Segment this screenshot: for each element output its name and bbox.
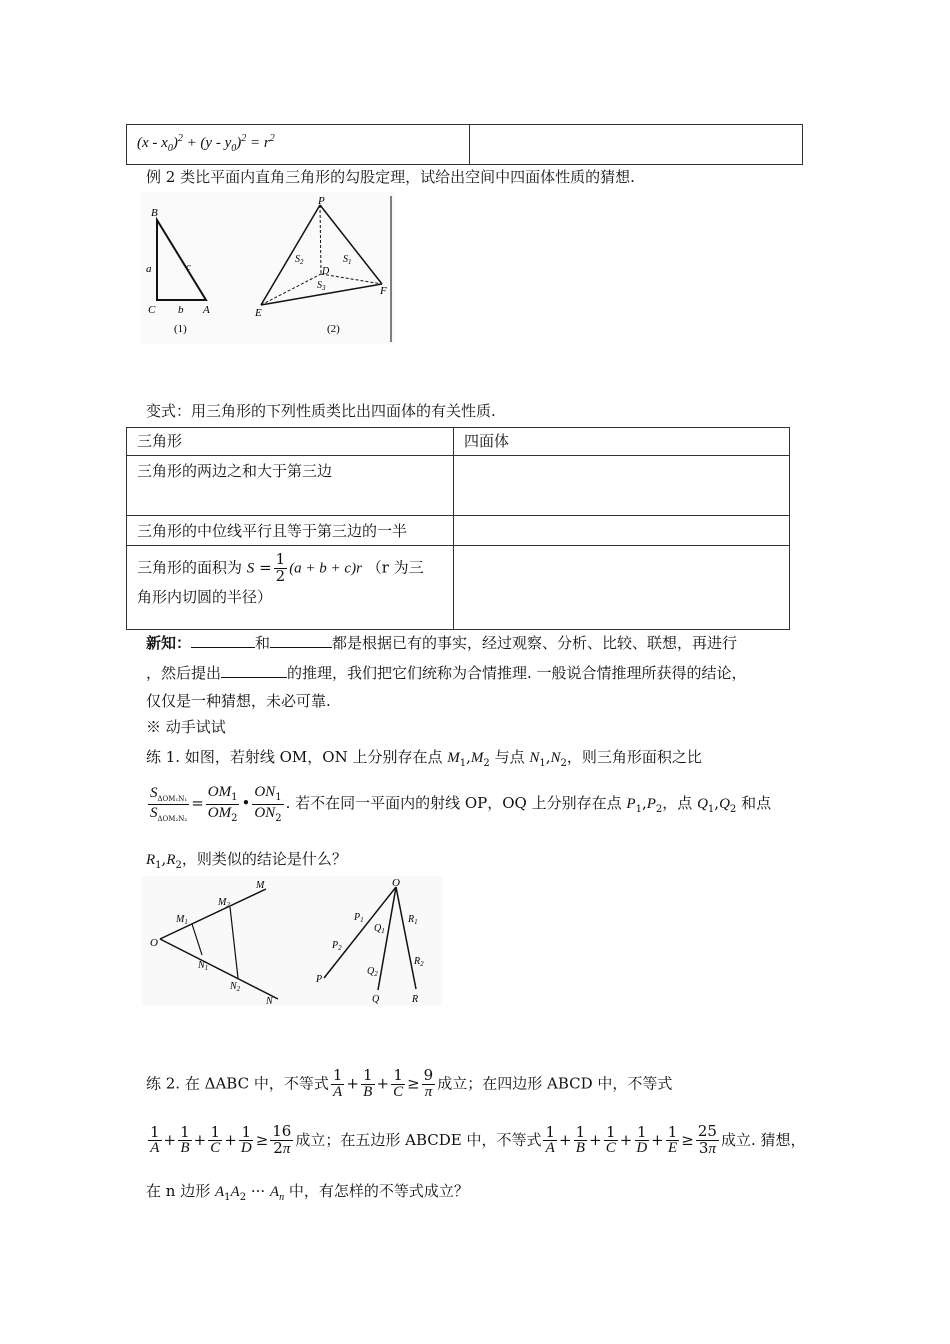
figure-rays <box>142 876 442 1006</box>
svg-text:S3: $S_3$ <box>317 280 326 292</box>
svg-text:P: P <box>316 974 323 985</box>
svg-text:O: O <box>392 877 400 889</box>
new-knowledge-line2: ，然后提出 的推理，我们把它们统称为合情推理. 一般说合情推理所获得的结论， <box>146 664 747 682</box>
area-suffix: （r 为三 <box>366 558 424 577</box>
top-table-empty-cell <box>470 125 803 165</box>
figure-right-triangle <box>140 192 395 344</box>
area-prefix: 三角形的面积为 <box>137 558 243 577</box>
exercise1-line2: $\frac{S_{\Delta OM_1N_1}}{S_{\Delta OM_2N_2}}$ = $\frac{OM_1}{OM_2}$ • $\frac{ON_1}{ON_2}$ . 若不在同一平面内的射线 OP，OQ 上分别存在点 $P_1,P_2$，点 $Q_1,Q_2$ 和点 <box>150 784 772 824</box>
svg-text:M2: $M_2$ <box>218 897 230 909</box>
exercise2-line3: 在 n 边形 $A_1A_2$ ··· $A_n$ 中，有怎样的不等式成立？ <box>146 1182 469 1203</box>
hands-on-heading: ※ 动手试试 <box>146 718 226 736</box>
svg-text:Q1: $Q_1$ <box>374 923 385 935</box>
row-triangle-inequality: 三角形的两边之和大于第三边 <box>127 456 454 516</box>
svg-text:E: E <box>255 307 262 319</box>
svg-text:Q: Q <box>372 994 380 1005</box>
header-tetrahedron: 四面体 <box>454 428 790 456</box>
svg-text:O: O <box>150 937 158 949</box>
svg-text:R2: $R_2$ <box>414 956 424 968</box>
circle-equation: $(x - x_0)^2 + (y - y_0)^2 = r^2$ <box>127 125 470 165</box>
svg-text:F: F <box>380 285 387 297</box>
exercise1-line3: $R_1,R_2$，则类似的结论是什么？ <box>146 850 347 871</box>
svg-text:P: P <box>318 195 325 207</box>
svg-text:(2): (2) <box>327 323 340 335</box>
svg-text:M1: $M_1$ <box>176 914 188 926</box>
svg-text:c: c <box>186 261 191 273</box>
svg-text:R: R <box>412 994 419 1005</box>
exercise2-line2: $\frac{1}{A}$ + $\frac{1}{B}$ + $\frac{1}{C}$ + $\frac{1}{D}$ ≥ $\frac{16}{2\pi}$ 成立；在五边形 ABCDE 中，不等式 $\frac{1}{A}$ + $\frac{1}{B}$ + $\frac{1}{C}$ + $\frac{1}{D}$ + $\frac{1}{E}$ ≥ $\frac{25}{3\pi}$ 成立. 猜想， <box>150 1122 806 1157</box>
svg-text:S2: $S_2$ <box>295 254 304 266</box>
exercise1-line1: 练 1. 如图，若射线 OM，ON 上分别存在点 $M_1,M_2$ 与点 $N_1,N_2$，则三角形面积之比 <box>146 748 702 769</box>
svg-text:P2: $P_2$ <box>332 940 342 952</box>
example2-text: 例 2 类比平面内直角三角形的勾股定理，试给出空间中四面体性质的猜想. <box>146 168 635 186</box>
svg-text:N: N <box>266 996 273 1006</box>
row-area: 三角形的面积为 S = $\frac{1}{2}$ (a + b + c)r （r 为三 角形内切圆的半径） <box>127 546 454 630</box>
exercise2-line1: 练 2. 在 ΔABC 中，不等式 $\frac{1}{A}$ + $\frac{1}{B}$ + $\frac{1}{C}$ ≥ $\frac{9}{\pi}$ 成立；在四边形 ABCD 中，不等式 <box>146 1066 673 1100</box>
new-knowledge-line3: 仅仅是一种猜想，未必可靠. <box>146 692 331 710</box>
new-knowledge-label: 新知： <box>146 634 192 652</box>
new-knowledge-line1: 新知： 和 都是根据已有的事实，经过观察、分析、比较、联想，再进行 <box>146 634 738 652</box>
row-tetra-empty-3 <box>454 546 790 630</box>
svg-text:b: b <box>178 304 184 316</box>
row-midline: 三角形的中位线平行且等于第三边的一半 <box>127 516 454 546</box>
area-line2: 角形内切圆的半径） <box>137 587 273 606</box>
row-tetra-empty-2 <box>454 516 790 546</box>
svg-text:C: C <box>148 304 156 316</box>
svg-text:A: A <box>203 304 210 316</box>
header-triangle: 三角形 <box>127 428 454 456</box>
svg-text:a: a <box>146 263 152 275</box>
analogy-table <box>126 427 790 630</box>
svg-text:D: D <box>322 266 330 277</box>
svg-text:N1: $N_1$ <box>198 960 209 972</box>
svg-text:(1): (1) <box>174 323 187 335</box>
top-table <box>126 124 803 165</box>
svg-text:Q2: $Q_2$ <box>367 966 378 978</box>
svg-text:N2: $N_2$ <box>230 981 241 993</box>
svg-text:B: B <box>151 207 158 219</box>
svg-text:R1: $R_1$ <box>408 914 418 926</box>
svg-text:M: M <box>256 880 265 891</box>
svg-text:S1: $S_1$ <box>343 254 352 266</box>
svg-text:P1: $P_1$ <box>354 912 364 924</box>
variant-intro: 变式：用三角形的下列性质类比出四面体的有关性质. <box>146 402 496 420</box>
row-tetra-empty-1 <box>454 456 790 516</box>
